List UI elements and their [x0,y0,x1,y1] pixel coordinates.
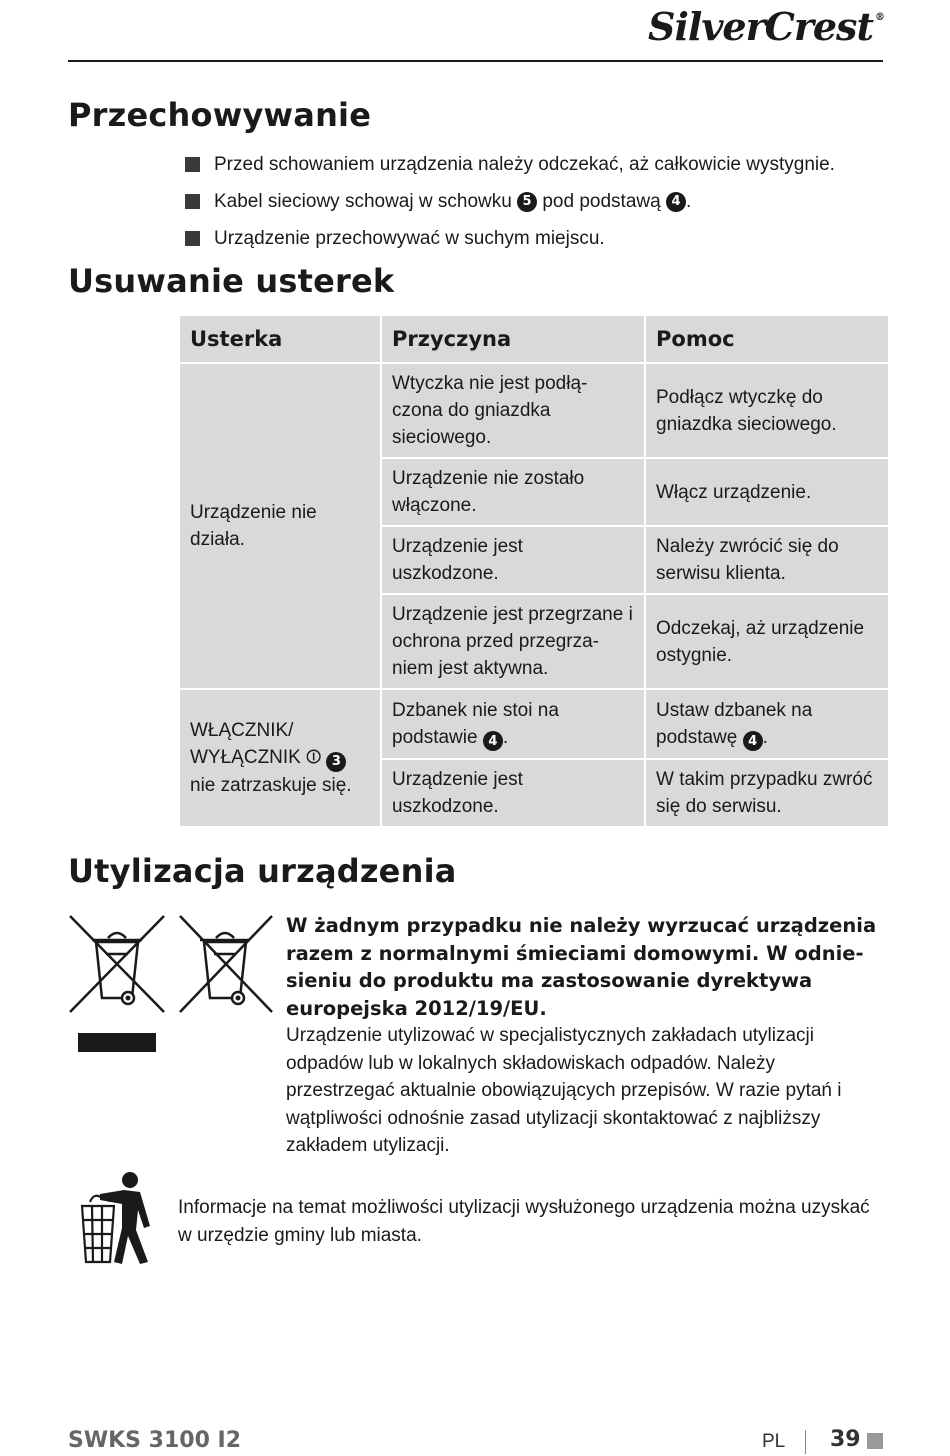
fault-cell: Urządzenie nie działa. [179,363,381,689]
storage-list [185,146,835,257]
bullet-square-icon [185,157,200,172]
power-symbol-icon: ⏼ [306,746,322,769]
header-cause: Przyczyna [381,315,645,363]
table-row [179,363,889,458]
footer-model: SWKS 3100 I2 [68,1428,242,1453]
brand-logo: SilverCrest ® [648,4,884,49]
remedy-cell: Ustaw dzbanek na podstawę 4 . [645,689,889,759]
table-header-row [179,315,889,363]
remedy-cell: Należy zwrócić się do serwisu klienta. [645,526,889,594]
footer-square-icon [867,1433,883,1449]
fault-cell: WŁĄCZNIK/ WYŁĄCZNIK ⏼ 3 nie zatrzaskuje się. [179,689,381,827]
footer-language: PL [762,1431,786,1452]
part-number-badge: 4 [666,192,686,212]
bullet-square-icon [185,194,200,209]
disposal-text [286,912,886,1160]
cause-cell: Urządzenie jest uszkodzone. [381,526,645,594]
remedy-cell: Odczekaj, aż urządzenie ostygnie. [645,594,889,689]
bullet-square-icon [185,231,200,246]
disposal-body: Urządzenie utylizować w specjalistycznych zakładach utylizacji odpadów lub w lokalnych składowiskach odpadów. Należy przestrzegać aktualnie obowiązujących przepisów. W razie pytań i wątpliwości odnośnie zasad utylizacji skontaktować z najbliższy zakładem utylizacji. [286,1025,842,1156]
person-binning-waste-icon [78,1170,158,1266]
remedy-cell: Podłącz wtyczkę do gniazdka sieciowego. [645,363,889,458]
part-number-badge: 4 [743,731,763,751]
crossed-out-bin-icon [68,914,278,1016]
part-number-badge: 5 [517,192,537,212]
header-rule [68,60,883,62]
cause-cell: Urządzenie nie zostało włączone. [381,458,645,526]
storage-title: Przechowywanie [68,96,372,134]
table-row [179,689,889,759]
list-item: Urządzenie przechowywać w suchym miejscu. [185,220,835,257]
header-fault: Usterka [179,315,381,363]
page-number: 39 [830,1427,861,1452]
list-item: Kabel sieciowy schowaj w schowku 5 pod podstawą 4 . [185,183,835,220]
troubleshooting-table [178,314,890,828]
footer-separator [805,1430,806,1454]
list-item: Przed schowaniem urządzenia należy odczekać, aż całkowicie wystygnie. [185,146,835,183]
municipal-info: Informacje na temat możliwości utylizacji wysłużonego urządzenia można uzyskać w urzędzie gminy lub miasta. [178,1197,870,1246]
marking-bar [78,1033,156,1052]
remedy-cell: Włącz urządzenie. [645,458,889,526]
cause-cell: Wtyczka nie jest podłą-czona do gniazdka sieciowego. [381,363,645,458]
part-number-badge: 4 [483,731,503,751]
cause-cell: Urządzenie jest przegrzane i ochrona przed przegrza-niem jest aktywna. [381,594,645,689]
disposal-warning: W żadnym przypadku nie należy wyrzucać urządzenia razem z normalnymi śmieciami domowymi. W odnie-sieniu do produktu ma zastosowanie dyrektywa europejska 2012/19/EU. [286,914,877,1020]
part-number-badge: 3 [326,752,346,772]
disposal-title: Utylizacja urządzenia [68,852,457,890]
remedy-cell: W takim przypadku zwróć się do serwisu. [645,759,889,827]
cause-cell: Dzbanek nie stoi na podstawie 4 . [381,689,645,759]
header-remedy: Pomoc [645,315,889,363]
cause-cell: Urządzenie jest uszkodzone. [381,759,645,827]
troubleshooting-title: Usuwanie usterek [68,262,395,300]
